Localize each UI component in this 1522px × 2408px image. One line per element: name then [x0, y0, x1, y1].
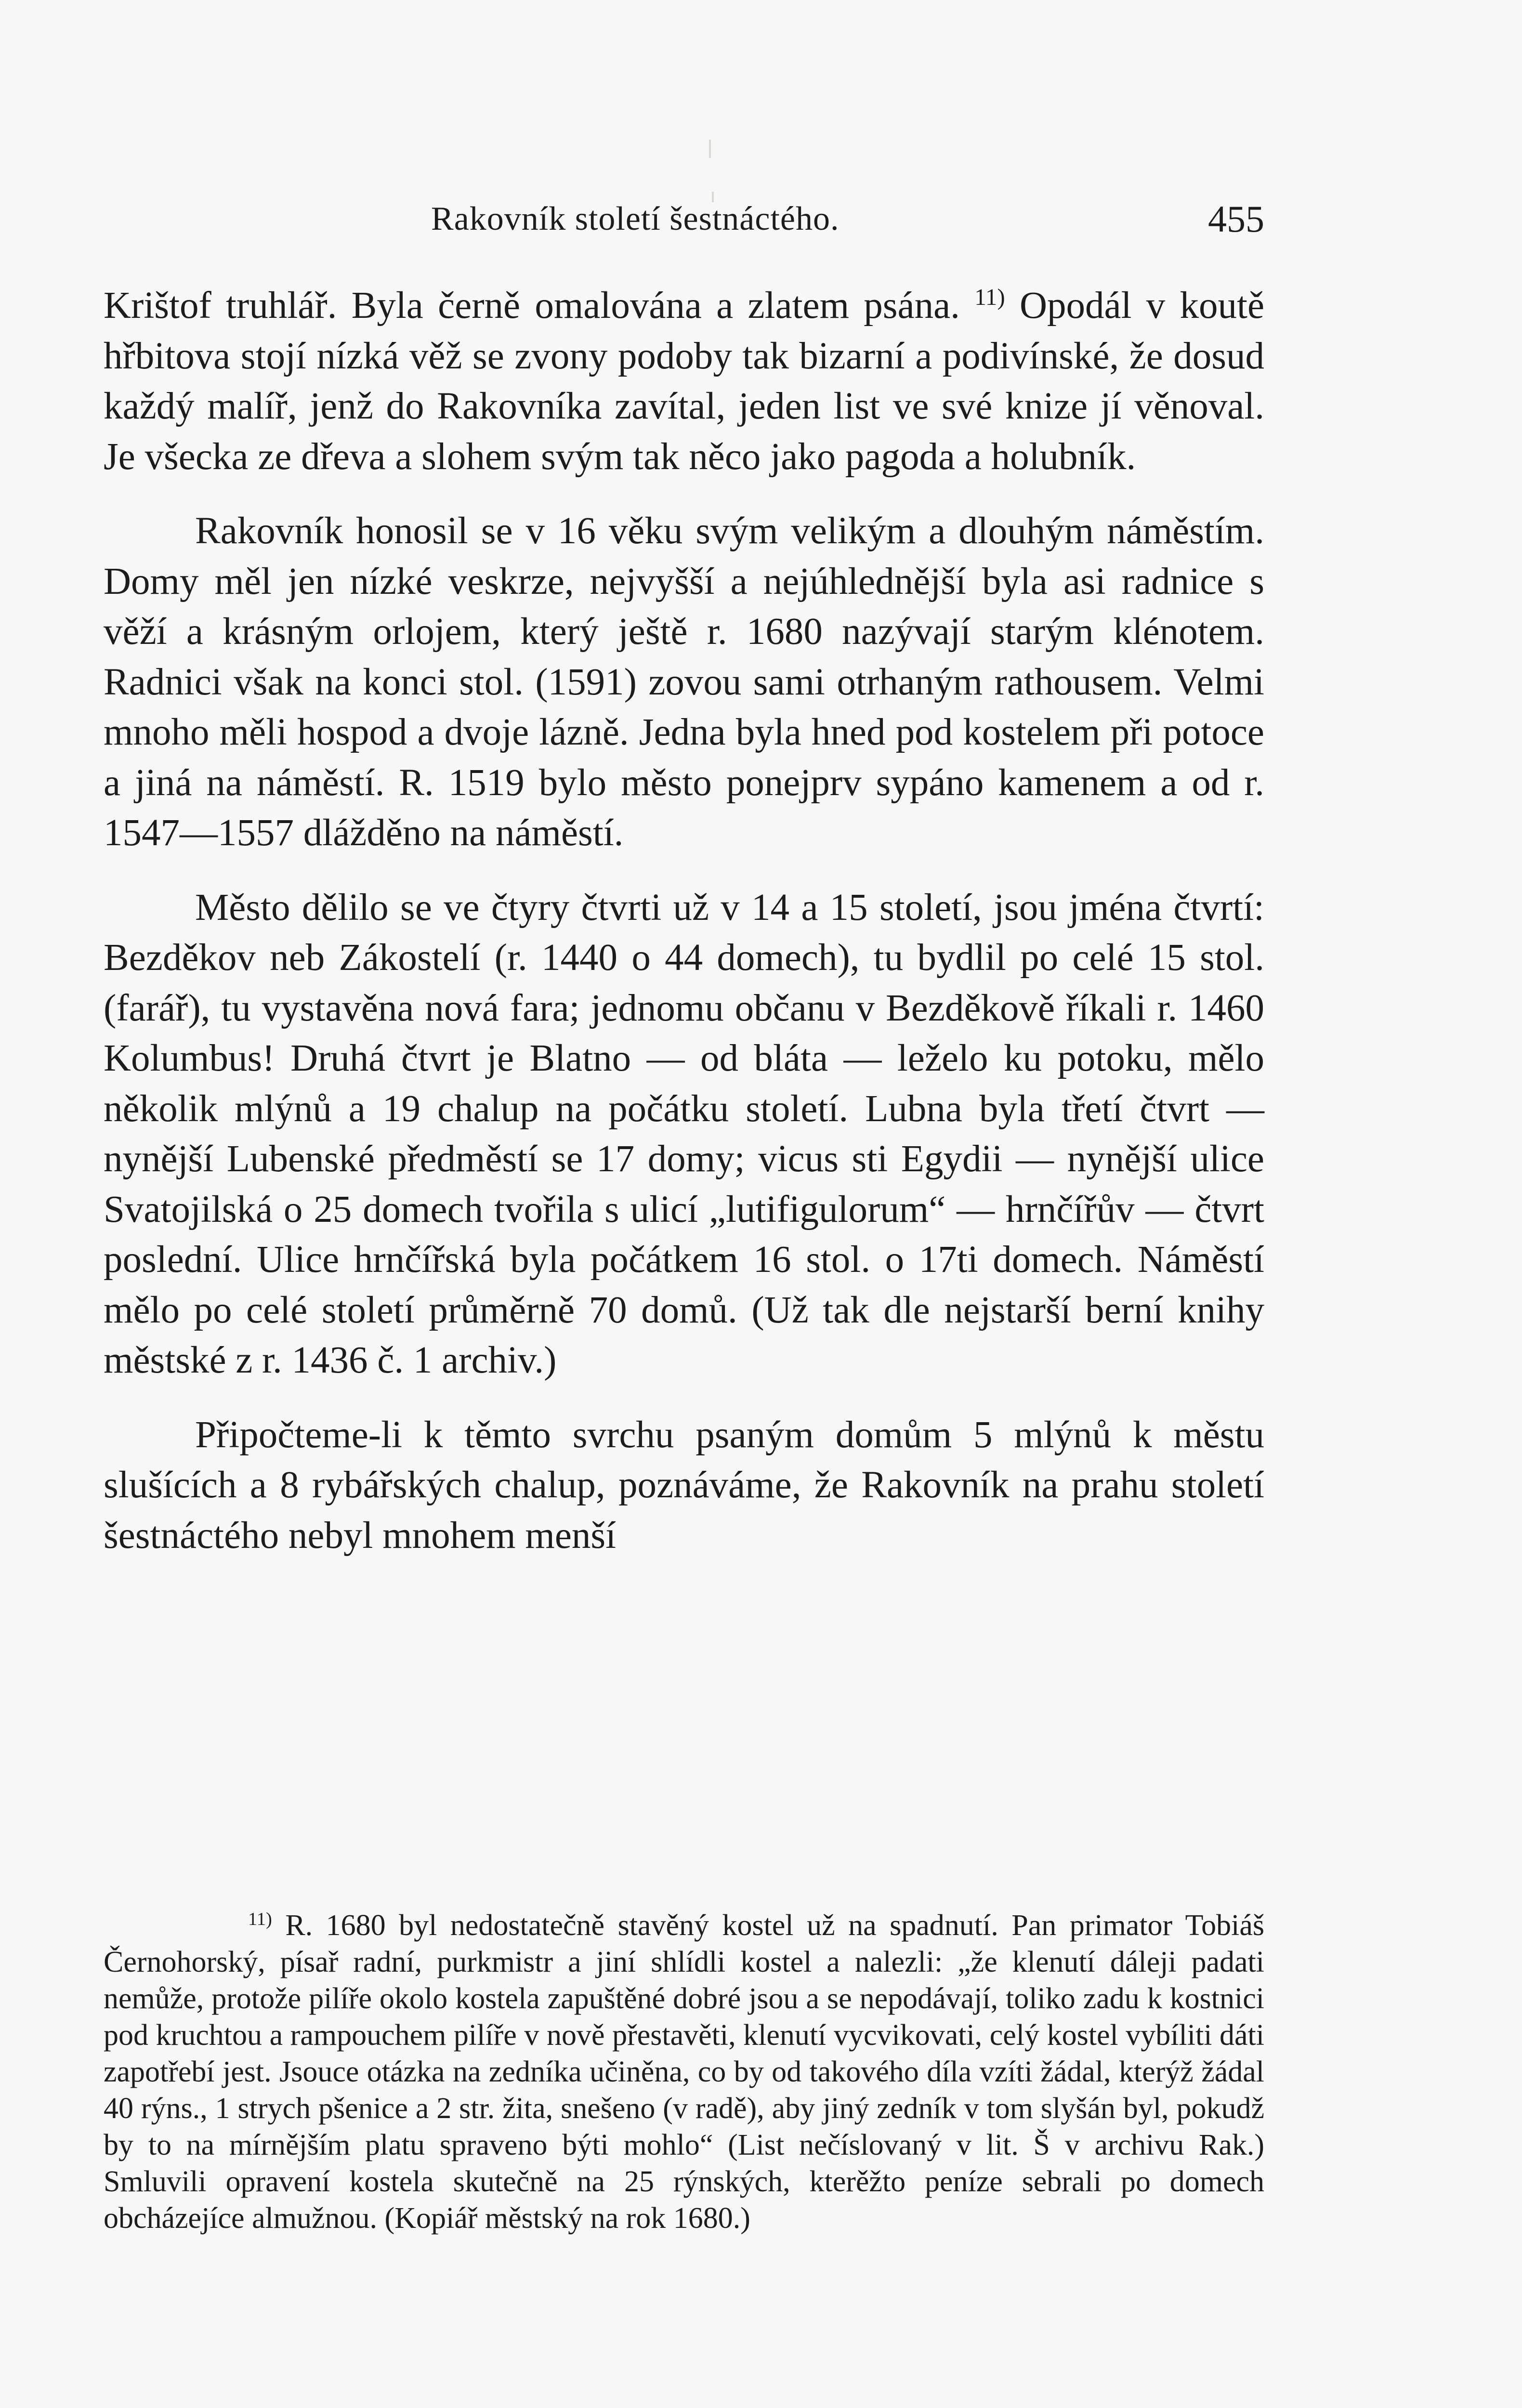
- footnote: [104, 1907, 1264, 2237]
- page-number: 455: [1208, 198, 1264, 240]
- paragraph: Město dělilo se ve čtyry čtvrti už v 14 a 15 století, jsou jména čtvrtí: Bezděkov neb Zákostelí (r. 1440 o 44 domech), tu bydlil po celé 15 stol. (farář), tu vystavěna nová fara; jednomu občanu v Bezděkově říkali r. 1460 Kolumbus! Druhá čtvrt je Blatno — od bláta — leželo ku potoku, mělo několik mlýnů a 19 chalup na počátku století. Lubna byla třetí čtvrt — nynější Lubenské předměstí se 17 domy; vicus sti Egydii — nynější ulice Svatojilská o 25 domech tvořila s ulicí „lutifigulorum“ — hrnčířův — čtvrt poslední. Ulice hrnčířská byla počátkem 16 stol. o 17ti domech. Náměstí mělo po celé století průměrně 70 domů. (Už tak dle nejstarší berní knihy městské z r. 1436 č. 1 archiv.): [104, 886, 1264, 1381]
- text-run: Opodál v koutě hřbitova stojí nízká věž se zvony podoby tak bizarní a podivínské, že dosud každý malíř, jenž do Rakovníka zavítal, jeden list ve své knize jí věnoval. Je všecka ze dřeva a slohem svým tak něco jako pagoda a holubník.: [104, 285, 1265, 478]
- paragraph: Připočteme-li k těmto svrchu psaným domům 5 mlýnů k městu slušících a 8 rybářských chalup, poznáváme, že Rakovník na prahu století šestnáctého nebyl mnohem menší: [104, 1413, 1264, 1557]
- footnote-marker: 11): [248, 1909, 272, 1929]
- footnote-area: [104, 1907, 1264, 2237]
- main-text: [104, 281, 1264, 1561]
- paragraph: [104, 281, 1264, 482]
- page-header: [104, 193, 1264, 246]
- running-title: Rakovník století šestnáctého.: [431, 200, 840, 237]
- paragraph: Rakovník honosil se v 16 věku svým velikým a dlouhým náměstím. Domy měl jen nízké veskrze, nejvyšší a nejúhlednější byla asi radnice s věží a krásným orlojem, který ještě r. 1680 nazývají starým klénotem. Radnici však na konci stol. (1591) zovou sami otrhaným rathousem. Velmi mnoho měli hospod a dvoje lázně. Jedna byla hned pod kostelem při potoce a jiná na náměstí. R. 1519 bylo město ponejprv sypáno kamenem a od r. 1547—1557 dlážděno na náměstí.: [104, 510, 1264, 854]
- footnote-text: R. 1680 byl nedostatečně stavěný kostel už na spadnutí. Pan primator Tobiáš Černohorský, písař radní, purkmistr a jiní shlídli kostel a nalezli: „že klenutí dáleji padati nemůže, protože pilíře okolo kostela zapuštěné dobré jsou a se nepodávají, toliko zadu k kostnici pod kruchtou a rampouchem pilíře v nově přestavěti, klenutí vycvikovati, celý kostel vybíliti dáti zapotřebí jest. Jsouce otázka na zedníka učiněna, co by od takového díla vzíti žádal, kterýž žádal 40 rýns., 1 strych pšenice a 2 str. žita, snešeno (v radě), aby jiný zedník v tom slyšán byl, pokudž by to na mírnějším platu spraveno býti mohlo“ (List nečíslovaný v lit. Š v archivu Rak.) Smluvili opravení kostela skutečně na 25 rýnských, kterěžto peníze sebrali po domech obcházejíce almužnou. (Kopiář městský na rok 1680.): [104, 1909, 1264, 2235]
- scan-mark: [709, 140, 711, 158]
- footnote-reference: 11): [974, 284, 1005, 311]
- text-run: Krištof truhlář. Byla černě omalována a zlatem psána.: [104, 285, 960, 327]
